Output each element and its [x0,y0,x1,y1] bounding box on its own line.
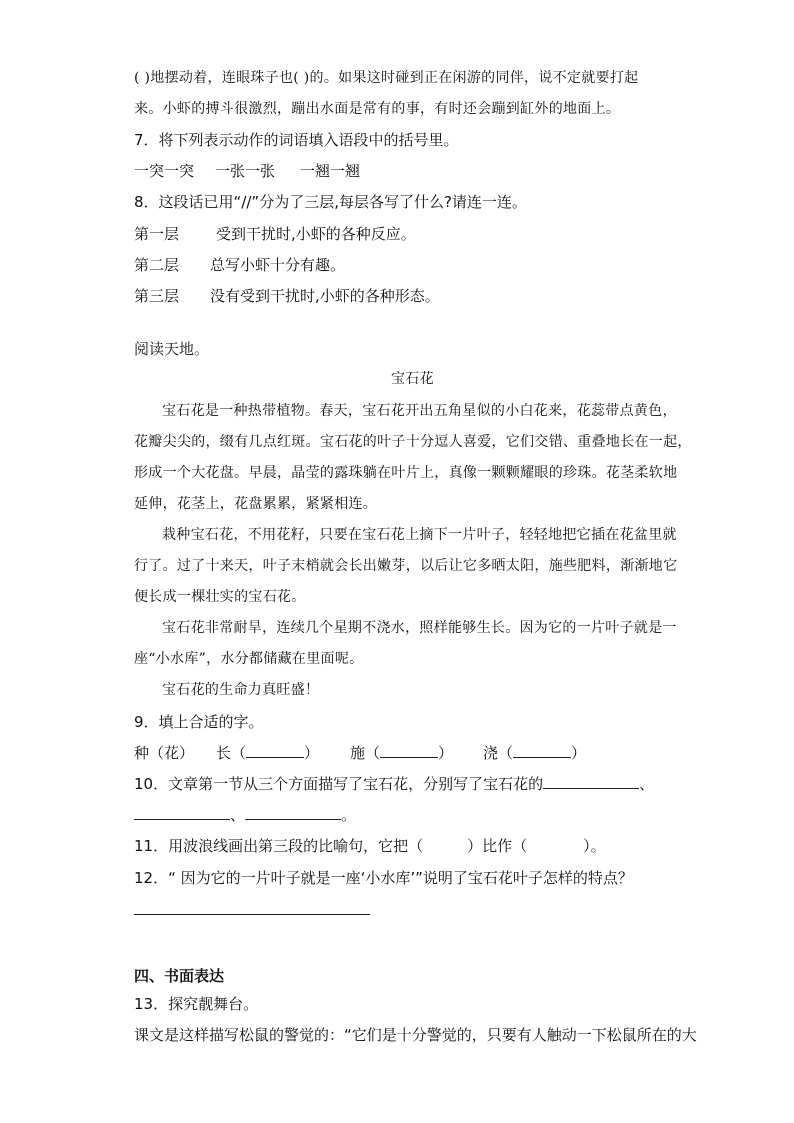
layer-label: 第一层 [134,225,180,243]
answer-blank[interactable] [246,743,304,758]
word-option: 一突一突 [134,162,195,180]
passage-title: 宝石花 [391,371,434,387]
fill-item [134,743,194,763]
passage-line: 栽种宝石花，不用花籽，只要在宝石花上摘下一片叶子，轻轻地把它插在花盆里就 [162,527,677,543]
question-10-continuation [134,805,356,825]
passage-line: 宝石花是一种热带植物。春天，宝石花开出五角星似的小白花来，花蕊带点黄色， [162,403,677,419]
fill-item-close: ） [304,744,320,762]
passage-line: ( )地摆动着，连眼珠子也( )的。如果这时碰到正在闲游的同伴，说不定就要打起 [134,70,639,86]
passage-line: 宝石花非常耐旱，连续几个星期不浇水，照样能够生长。因为它的一片叶子就是一 [162,620,677,636]
period: 。 [341,806,357,824]
fill-item-label: 浇（ [483,744,514,762]
question-12-prompt: 12．“ 因为它的一片叶子就是一座‘小水库’”说明了宝石花叶子怎样的特点？ [134,869,633,887]
separator: 、 [639,775,655,793]
passage-line: 来。小虾的搏斗很激烈，蹦出水面是常有的事，有时还会蹦到缸外的地面上。 [134,101,621,117]
question-10-text: 10．文章第一节从三个方面描写了宝石花，分别写了宝石花的 [134,775,544,793]
question-11-text: ）比作（ [467,837,528,855]
answer-blank[interactable] [513,743,571,758]
passage-line: 便长成一棵壮实的宝石花。 [134,589,306,605]
fill-item [350,743,453,763]
answer-blank[interactable] [543,774,639,789]
question-11-text: ）。 [583,837,606,855]
section-heading: 四、书面表达 [134,967,225,985]
layer-label: 第三层 [134,287,180,305]
fill-item [483,743,586,763]
question-13-text: 课文是这样描写松鼠的警觉的：“它们是十分警觉的，只要有人触动一下松鼠所在的大 [134,1026,697,1044]
question-10-prompt [134,774,654,794]
separator: 、 [230,806,246,824]
passage-line: 行了。过了十来天，叶子末梢就会长出嫩芽，以后让它多晒太阳，施些肥料，渐渐地它 [134,558,678,574]
fill-item-close: ） [438,744,454,762]
question-9-prompt: 9．填上合适的字。 [134,713,264,731]
passage-line: 花瓣尖尖的，缀有几点红斑。宝石花的叶子十分逗人喜爱，它们交错、重叠地长在一起， [134,434,692,450]
question-11-prompt [134,836,606,856]
fill-item [216,743,319,763]
fill-item-label: 种（花） [134,744,195,762]
fill-item-label: 长（ [216,744,247,762]
answer-line[interactable] [134,914,370,915]
question-13-prompt: 13．探究靓舞台。 [134,995,259,1013]
layer-description: 没有受到干扰时,小虾的各种形态。 [210,287,440,305]
question-8-prompt: 8．这段话已用“//”分为了三层,每层各写了什么?请连一连。 [134,193,527,211]
fill-item-close: ） [571,744,587,762]
answer-blank[interactable] [134,805,230,820]
fill-item-label: 施（ [350,744,381,762]
layer-label: 第二层 [134,256,180,274]
passage-line: 延伸，花茎上，花盘累累，紧紧相连。 [134,496,378,512]
passage-line: 座“小水库”，水分都储藏在里面呢。 [134,651,364,667]
passage-line: 形成一个大花盘。早晨，晶莹的露珠躺在叶片上，真像一颗颗耀眼的珍珠。花茎柔软地 [134,465,678,481]
section-heading: 阅读天地。 [134,340,210,358]
passage-line: 宝石花的生命力真旺盛！ [162,682,320,698]
question-11-text: 11．用波浪线画出第三段的比喻句，它把（ [134,837,424,855]
question-7-prompt: 7．将下列表示动作的词语填入语段中的括号里。 [134,131,459,149]
answer-blank[interactable] [245,805,341,820]
layer-description: 总写小虾十分有趣。 [210,256,346,274]
word-option: 一翘一翘 [300,162,361,180]
word-option: 一张一张 [215,162,276,180]
answer-blank[interactable] [380,743,438,758]
layer-description: 受到干扰时,小虾的各种反应。 [216,225,416,243]
